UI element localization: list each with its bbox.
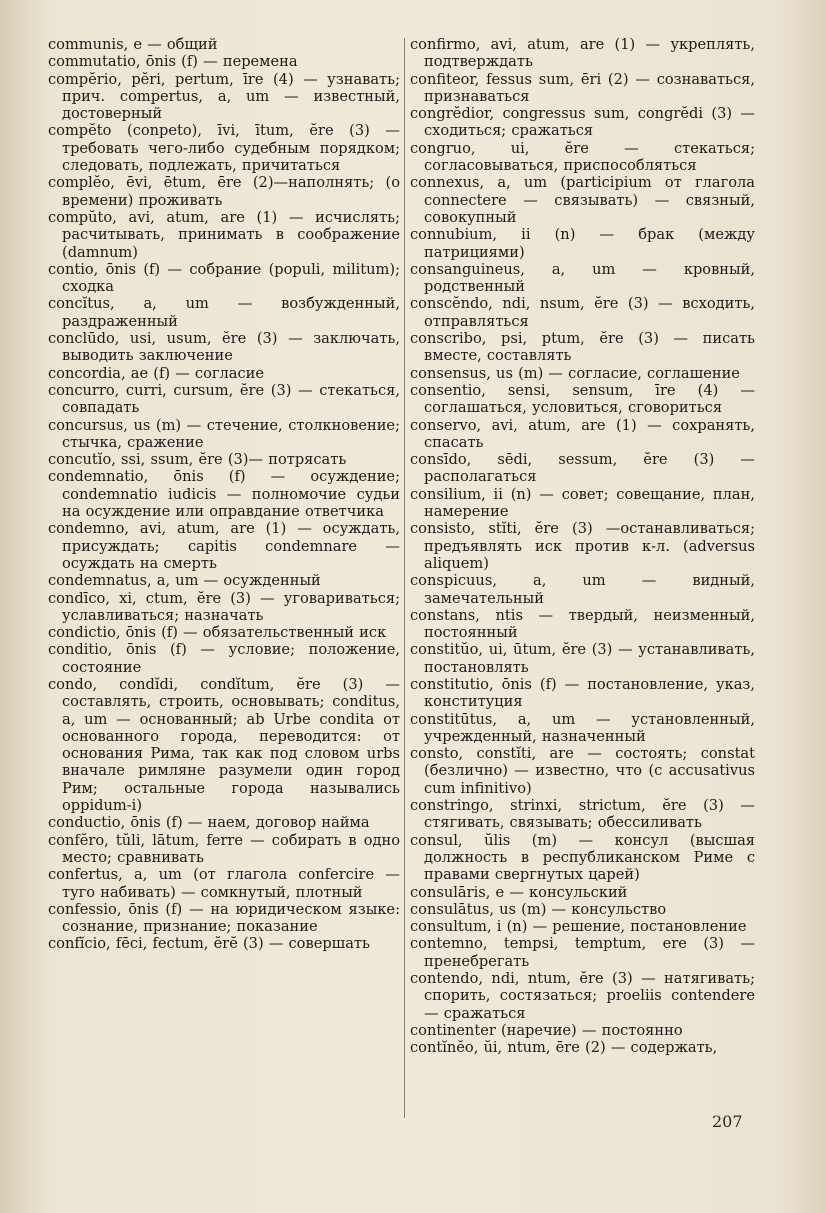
dictionary-entry: consulāris, e — консульский: [410, 883, 628, 901]
dictionary-entry: constitutio, ōnis (f) — постановление, указ, конституция: [410, 675, 755, 711]
dictionary-entry: concursus, us (m) — стечение, столкновение; стычка, сражение: [48, 416, 400, 451]
dictionary-entry: confertus, a, um (от глагола confercire — туго набивать) — сомкнутый, плотный: [48, 866, 400, 901]
dictionary-entry: conditio, ōnis (f) — условие; положение, состояние: [48, 641, 400, 676]
left-column: [48, 36, 400, 953]
dictionary-entry: commutatio, ōnis (f) — перемена: [48, 53, 298, 71]
dictionary-entry: contio, ōnis (f) — собрание (populi, militum); сходка: [48, 260, 400, 296]
dictionary-entry: condīco, xi, ctum, ĕre (3) — уговариваться; уславливаться; назначать: [48, 589, 400, 624]
dictionary-entry: condictio, ōnis (f) — обязательственный иск: [48, 624, 387, 642]
dictionary-entry: condemnatio, ōnis (f) — осуждение; condemnatio iudicis — полномочие судьи на осуждение или оправдание ответчика: [48, 468, 400, 521]
dictionary-entry: confĕro, tŭli, lātum, ferre — собирать в одно место; сравнивать: [48, 831, 400, 866]
right-column: [410, 36, 755, 1057]
dictionary-entry: conspicuus, a, um — видный, замечательный: [410, 572, 755, 607]
dictionary-entry: confĭcio, fēci, fectum, ĕrĕ (3) — совершать: [48, 935, 370, 953]
dictionary-entry: constans, ntis — твердый, неизменный, постоянный: [410, 606, 755, 642]
dictionary-entry: constringo, strinxi, strictum, ĕre (3) — стягивать, связывать; обессиливать: [410, 797, 755, 832]
dictionary-entry: concutĭo, ssi, ssum, ĕre (3)— потрясать: [48, 451, 347, 469]
dictionary-entry: consulātus, us (m) — консульство: [410, 900, 667, 918]
dictionary-entry: concĭtus, a, um — возбужденный, раздраженный: [48, 295, 400, 330]
dictionary-entry: conservo, avi, atum, are (1) — сохранять, спасать: [410, 416, 755, 451]
dictionary-entry: consto, constĭti, are — состоять; constat (безлично) — известно, что (с accusativus cum infinitivo): [410, 745, 755, 797]
dictionary-entry: congruo, ui, ĕre — стекаться; согласовываться, приспособляться: [410, 139, 755, 175]
dictionary-entry: confiteor, fessus sum, ēri (2) — сознаваться, признаваться: [410, 70, 755, 105]
dictionary-entry: consanguineus, a, um — кровный, родственный: [410, 260, 755, 296]
dictionary-entry: confessio, ōnis (f) — на юридическом языке: сознание, признание; показание: [48, 900, 400, 936]
dictionary-entry: condo, condĭdi, condĭtum, ĕre (3) — составлять, строить, основывать; conditus, a, um — основанный; ab Urbe condita от основанного города, переводится: от основания Рима, так как под словом urbs вначале римляне разумели один город Рим; остальные города назывались oppidum-i): [48, 675, 400, 815]
dictionary-entry: connubium, ii (n) — брак (между патрициями): [410, 226, 755, 261]
dictionary-entry: constitūtus, a, um — установленный, учрежденный, назначенный: [410, 710, 755, 745]
dictionary-entry: connexus, a, um (participium от глагола connectere — связывать) — связный, совокупный: [410, 174, 755, 226]
dictionary-entry: communis, e — общий: [48, 36, 218, 53]
dictionary-entry: contĭnĕo, ŭi, ntum, ēre (2) — содержать,: [410, 1039, 718, 1057]
dictionary-entry: consultum, i (n) — решение, постановление: [410, 918, 747, 936]
dictionary-entry: consilium, ii (n) — совет; совещание, план, намерение: [410, 485, 755, 521]
dictionary-entry: consul, ŭlis (m) — консул (высшая должность в республиканском Риме с правами свергнутых царей): [410, 831, 755, 884]
dictionary-entry: compĕrio, pĕri, pertum, īre (4) — узнавать; прич. compertus, a, um — известный, достоверный: [48, 70, 400, 123]
dictionary-entry: consīdo, sēdi, sessum, ĕre (3) — располагаться: [410, 451, 755, 486]
dictionary-entry: consensus, us (m) — согласие, соглашение: [410, 364, 740, 382]
dictionary-entry: conclūdo, usi, usum, ĕre (3) — заключать, выводить заключение: [48, 330, 400, 365]
dictionary-entry: complĕo, ēvi, ētum, ēre (2)—наполнять; (о времени) проживать: [48, 174, 400, 209]
dictionary-entry: concurro, curri, cursum, ĕre (3) — стекаться, совпадать: [48, 381, 400, 417]
dictionary-entry: consisto, stĭti, ĕre (3) —останавливаться; предъявлять иск против к-л. (adversus aliquem): [410, 520, 755, 572]
dictionary-entry: condemnatus, a, um — осужденный: [48, 572, 321, 590]
dictionary-entry: continenter (наречие) — постоянно: [410, 1021, 683, 1039]
dictionary-entry: conscribo, psi, ptum, ĕre (3) — писать вместе, составлять: [410, 330, 755, 365]
dictionary-entry: concordia, ae (f) — согласие: [48, 364, 265, 382]
dictionary-entry: confirmo, avi, atum, are (1) — укреплять, подтверждать: [410, 36, 755, 71]
dictionary-entry: contendo, ndi, ntum, ĕre (3) — натягивать; спорить, состязаться; proeliis contendere — сражаться: [410, 970, 755, 1022]
dictionary-entry: conscĕndo, ndi, nsum, ĕre (3) — всходить, отправляться: [410, 295, 755, 330]
dictionary-entry: congrĕdior, congressus sum, congrĕdi (3) — сходиться; сражаться: [410, 105, 755, 140]
dictionary-entry: conductio, ōnis (f) — наем, договор найма: [48, 814, 370, 832]
dictionary-entry: constitŭo, ui, ūtum, ĕre (3) — устанавливать, постановлять: [410, 641, 755, 676]
dictionary-entry: condemno, avi, atum, are (1) — осуждать, присуждать; capitis condemnare — осуждать на смерть: [48, 520, 400, 572]
dictionary-entry: consentio, sensi, sensum, īre (4) — соглашаться, условиться, сговориться: [410, 381, 755, 417]
dictionary-entry: compŭto, avi, atum, are (1) — исчислять; расчитывать, принимать в соображение (damnum): [48, 208, 400, 261]
page-number: 207: [712, 1112, 743, 1131]
dictionary-entry: contemno, tempsi, temptum, ere (3) — пренебрегать: [410, 935, 755, 970]
dictionary-entry: compĕto (conpeto), īvi, ītum, ĕre (3) — требовать чего-либо судебным порядком; следовать, подлежать, причитаться: [48, 122, 400, 175]
column-divider: [404, 38, 405, 1118]
